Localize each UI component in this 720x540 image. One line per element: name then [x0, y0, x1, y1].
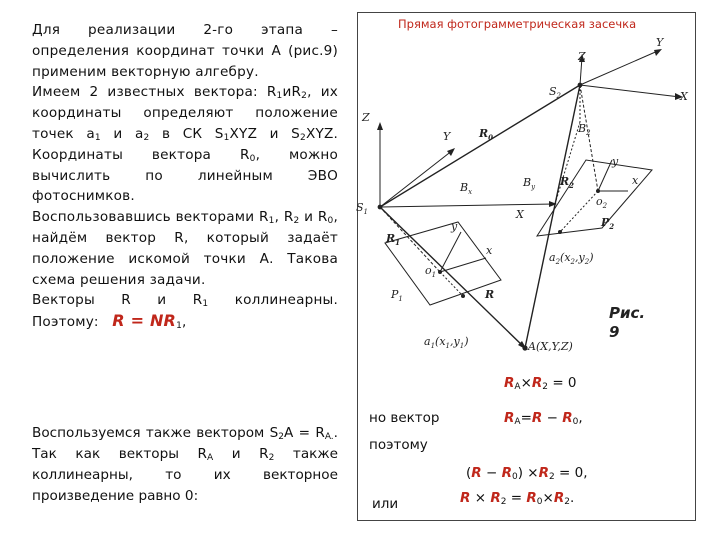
- label-r: R: [485, 288, 495, 301]
- paragraph-3: Воспользовавшись векторами $R_1$, $R_2$ и $R_0$, найдём вектор R, который задаёт положение искомой точки А. Такова схема решения задачи.: [32, 209, 338, 288]
- axis-x2: [580, 85, 680, 97]
- base-r0: [380, 85, 580, 207]
- label-s1: $S_1$: [356, 201, 369, 216]
- image-point-link-2: [560, 191, 598, 232]
- image-plane-p1: [385, 222, 501, 305]
- paragraph-2: Имеем 2 известных вектора: $R_1иR_2$, их координаты определяют положение точек $a_1$ и $a_2$ в СК $S_1XYZ$ и $S_2XYZ$. Координаты вектора $R_0$, можно вычислить по линейным ЭВО фотоснимков.: [32, 84, 339, 205]
- label-point-a: A(X,Y,Z): [528, 340, 573, 353]
- label-x-p1: x: [486, 244, 493, 257]
- label-but-vector: но вектор: [369, 410, 440, 426]
- label-or: или: [372, 496, 399, 512]
- axis-y-p2: [598, 160, 612, 191]
- label-x1: X: [516, 208, 524, 221]
- label-y2: Y: [656, 36, 664, 49]
- ray-r2: [525, 85, 580, 348]
- axis-x1: [380, 204, 555, 207]
- figure-caption: Рис. 9: [609, 304, 646, 341]
- label-o2: $o_2$: [596, 195, 608, 210]
- axis-y-p1: [440, 232, 461, 272]
- principal-axis-2: [580, 85, 598, 191]
- label-x-p2: x: [632, 174, 639, 187]
- label-o1: $o_1$: [425, 264, 437, 279]
- by-line: [555, 122, 580, 204]
- label-r1: $R_1$: [386, 232, 401, 247]
- label-bx: $B_x$: [460, 181, 473, 196]
- label-r0: $R_0$: [479, 127, 494, 142]
- axis-y2: [580, 50, 660, 85]
- label-y1: Y: [443, 130, 451, 143]
- label-y-p2: y: [612, 155, 619, 168]
- axis-y1: [380, 150, 453, 207]
- label-b2: $B_2$: [578, 122, 591, 137]
- formula-r-equals-nr1: R = NR: [112, 311, 177, 331]
- paragraph-5: Воспользуемся также вектором $S_2A = R_{A.}$. Так как векторы $R_A$ и $R_2$ также коллинеарны, то их векторное произведение равно 0:: [32, 425, 338, 504]
- label-p2: $P_2$: [601, 216, 615, 231]
- equation-final: $R \times R_2 = R_0\times R_2$.: [460, 490, 575, 507]
- label-by: $B_y$: [523, 176, 536, 191]
- label-a2: $a_2(x_2,y_2)$: [549, 251, 594, 266]
- axis-x-p1: [440, 258, 486, 272]
- label-r2: $R_2$: [560, 175, 575, 190]
- equation-ra-definition: $R_A=R - R_0$,: [504, 410, 583, 427]
- label-p1: $P_1$: [391, 288, 403, 303]
- label-x2: X: [680, 90, 688, 103]
- equation-collinearity: $(R - R_0) \times R_2 = 0$,: [466, 465, 588, 482]
- label-z1: Z: [362, 111, 370, 124]
- label-therefore: поэтому: [369, 437, 428, 453]
- label-z2: Z: [578, 50, 586, 63]
- paragraph-1: Для реализации 2-го этапа – определения координат точки А (рис.9) применим векторную алгебру.: [32, 22, 338, 80]
- figure-title: Прямая фотограмметрическая засечка: [398, 17, 637, 31]
- label-y-p1: y: [451, 220, 458, 233]
- paragraph-4: Векторы R и $R_1$ коллинеарны. Поэтому: $R = NR_1$,: [32, 292, 339, 332]
- label-a1: $a_1(x_1,y_1)$: [424, 335, 469, 350]
- label-s2: $S_2$: [549, 85, 562, 100]
- equation-cross-ra-r2: $R_A\times R_2 = 0$: [504, 375, 577, 392]
